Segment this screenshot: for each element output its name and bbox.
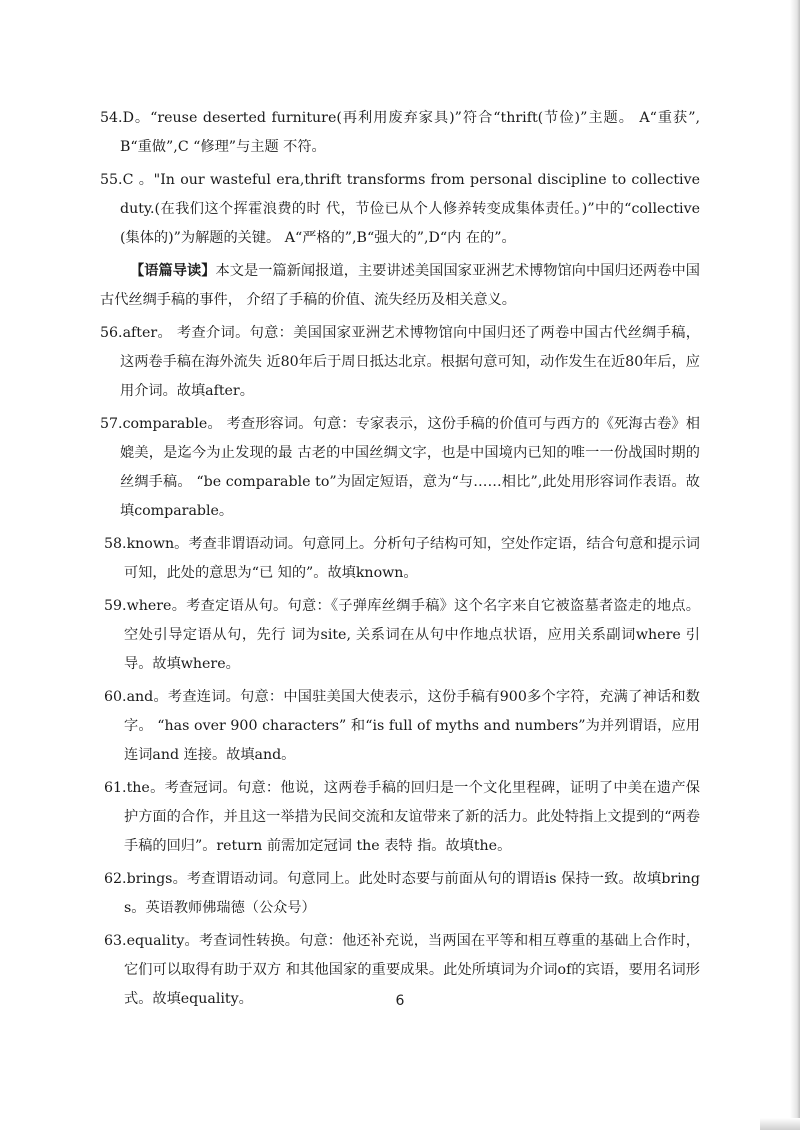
passage-guide-label: 【语篇导读】 [130, 263, 216, 279]
answer-54: 54.D。“reuse deserted furniture(再利用废弃家具)”符合“thrift(节俭)”主题。 A“重获”,B“重做”,C “修理”与主题 不符。 [100, 110, 700, 155]
passage-guide [100, 257, 700, 315]
answer-60: 60.and。考查连词。句意：中国驻美国大使表示，这份手稿有900多个字符，充满了神话和数字。 “has over 900 characters” 和“is full of myths and numbers”为并列谓语，应用连词and 连接。故填and。 [104, 689, 700, 763]
scan-edge-shadow [790, 0, 800, 1130]
answer-57: 57.comparable。 考查形容词。句意：专家表示，这份手稿的价值可与西方的《死海古卷》相媲美，是迄今为止发现的最 古老的中国丝绸文字，也是中国境内已知的唯一一份战国时期的丝绸手稿。 “be comparable to”为固定短语，意为“与……相比”,此处用形容词作表语。故填comparable。 [100, 416, 700, 519]
answer-56: 56.after。 考查介词。句意：美国国家亚洲艺术博物馆向中国归还了两卷中国古代丝绸手稿，这两卷手稿在海外流失 近80年后于周日抵达北京。根据句意可知，动作发生在近80年后，应用介词。故填after。 [100, 325, 700, 399]
page-number: 6 [395, 993, 405, 1009]
answer-55: 55.C 。"In our wasteful era,thrift transforms from personal discipline to collective duty.(在我们这个挥霍浪费的时 代，节俭已从个人修养转变成集体责任。)”中的“collective(集体的)”为解题的关键。 A“严格的”,B“强大的”,D“内 在的”。 [100, 172, 700, 246]
answer-59: 59.where。考查定语从句。句意：《子弹库丝绸手稿》这个名字来自它被盗墓者盗走的地点。空处引导定语从句，先行 词为site, 关系词在从句中作地点状语，应用关系副词where 引导。故填where。 [104, 598, 700, 672]
answer-content [100, 104, 700, 1018]
answer-62: 62.brings。考查谓语动词。句意同上。此处时态要与前面从句的谓语is 保持一致。故填brings。英语教师佛瑞德（公众号） [104, 871, 700, 916]
answer-63: 63.equality。考查词性转换。句意：他还补充说，当两国在平等和相互尊重的基础上合作时，它们可以取得有助于双方 和其他国家的重要成果。此处所填词为介词of的宾语，要用名词形式。故填equality。 [104, 933, 700, 1007]
scan-corner-shadow [760, 1118, 800, 1130]
answer-58: 58.known。考查非谓语动词。句意同上。分析句子结构可知，空处作定语，结合句意和提示词可知，此处的意思为“已 知的”。故填known。 [104, 536, 700, 581]
answer-61: 61.the。考查冠词。句意：他说，这两卷手稿的回归是一个文化里程碑，证明了中美在遗产保护方面的合作，并且这一举措为民间交流和友谊带来了新的活力。此处特指上文提到的“两卷手稿的回归”。return 前需加定冠词 the 表特 指。故填the。 [104, 780, 700, 854]
passage-guide-text: 本文是一篇新闻报道，主要讲述美国国家亚洲艺术博物馆向中国归还两卷中国古代丝绸手稿的事件， 介绍了手稿的价值、流失经历及相关意义。 [100, 263, 700, 308]
